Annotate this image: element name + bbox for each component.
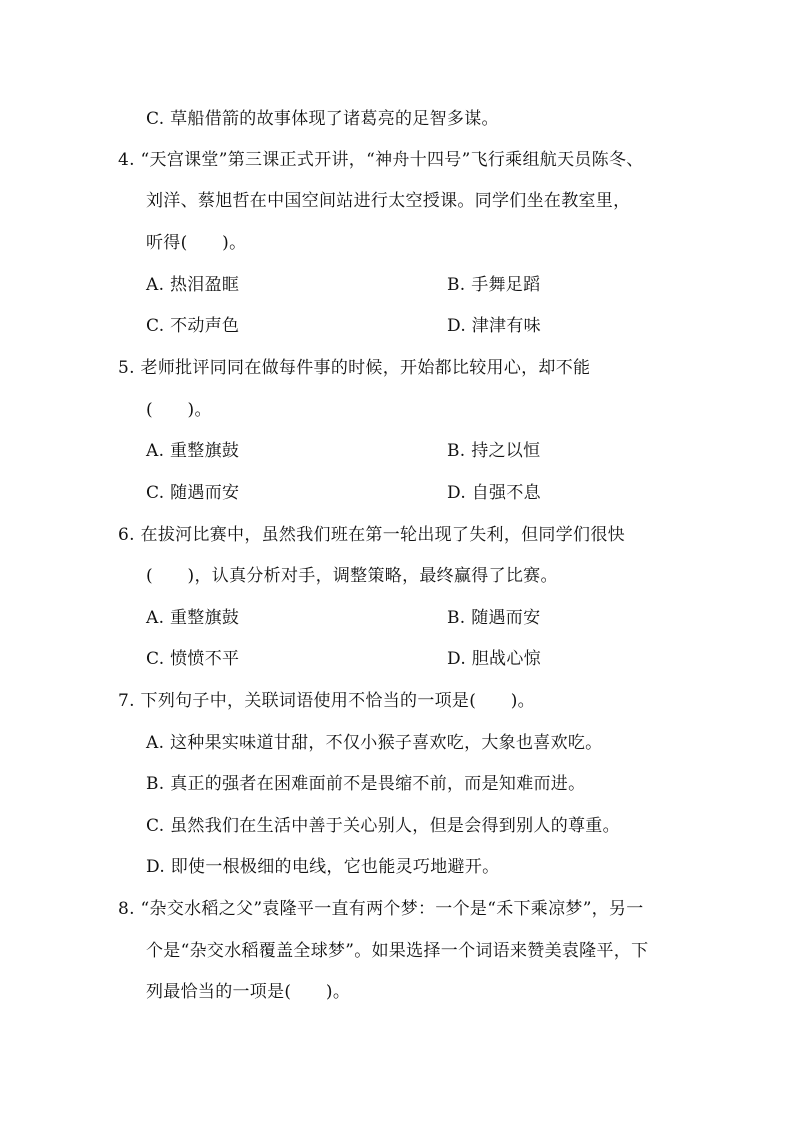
q5-stem-line-2: ( )。 [146, 400, 212, 420]
q4-option-a: A. 热泪盈眶 [146, 275, 240, 295]
q8-stem-line-2: 个是“杂交水稻覆盖全球梦”。如果选择一个词语来赞美袁隆平，下 [146, 941, 649, 961]
q7-option-d: D. 即使一根极细的电线，它也能灵巧地避开。 [146, 857, 500, 877]
q4-stem-line-3: 听得( )。 [146, 233, 247, 253]
q6-option-c: C. 愤愤不平 [146, 649, 240, 669]
q5-option-d: D. 自强不息 [447, 483, 541, 503]
q7-option-a: A. 这种果实味道甘甜，不仅小猴子喜欢吃，大象也喜欢吃。 [146, 733, 603, 753]
q4-option-b: B. 手舞足蹈 [447, 275, 541, 295]
q7-option-c: C. 虽然我们在生活中善于关心别人，但是会得到别人的尊重。 [146, 816, 620, 836]
q6-stem-line-1: 6. 在拔河比赛中，虽然我们班在第一轮出现了失利，但同学们很快 [118, 525, 625, 545]
q7-stem-line-1: 7. 下列句子中，关联词语使用不恰当的一项是( )。 [118, 691, 535, 711]
q5-stem-line-1: 5. 老师批评同同在做每件事的时候，开始都比较用心，却不能 [118, 358, 591, 378]
q5-option-b: B. 持之以恒 [447, 441, 541, 461]
q4-stem-line-2: 刘洋、蔡旭哲在中国空间站进行太空授课。同学们坐在教室里， [146, 191, 631, 211]
q8-stem-line-3: 列最恰当的一项是( )。 [146, 982, 351, 1002]
q7-option-b: B. 真正的强者在困难面前不是畏缩不前，而是知难而进。 [146, 774, 586, 794]
q6-option-d: D. 胆战心惊 [447, 649, 541, 669]
q6-option-a: A. 重整旗鼓 [146, 608, 240, 628]
q6-stem-line-2: ( )，认真分析对手，调整策略，最终赢得了比赛。 [146, 566, 558, 586]
q6-option-b: B. 随遇而安 [447, 608, 541, 628]
prev-option-c: C. 草船借箭的故事体现了诸葛亮的足智多谋。 [146, 109, 499, 129]
q4-option-c: C. 不动声色 [146, 316, 240, 336]
q4-option-d: D. 津津有味 [447, 316, 541, 336]
q8-stem-line-1: 8. “杂交水稻之父”袁隆平一直有两个梦：一个是“禾下乘凉梦”，另一 [118, 899, 644, 919]
q5-option-a: A. 重整旗鼓 [146, 441, 240, 461]
q4-stem-line-1: 4. “天宫课堂”第三课正式开讲，“神舟十四号”飞行乘组航天员陈冬、 [118, 150, 644, 170]
q5-option-c: C. 随遇而安 [146, 483, 240, 503]
